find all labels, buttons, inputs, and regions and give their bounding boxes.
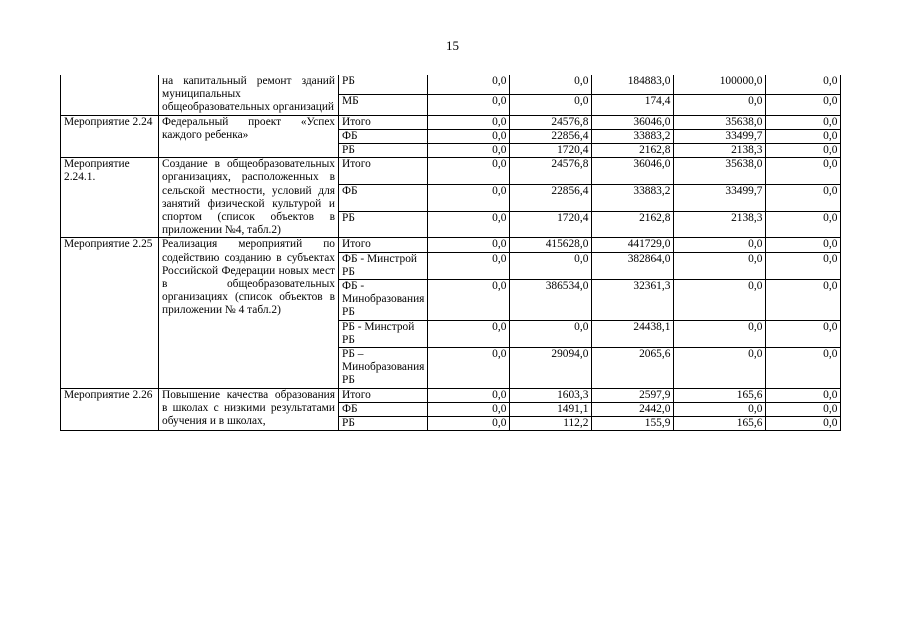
value-cell: 0,0: [510, 320, 592, 347]
value-cell: 0,0: [674, 280, 766, 321]
funding-source-cell: ФБ: [339, 129, 428, 143]
value-cell: 0,0: [428, 115, 510, 129]
value-cell: 2065,6: [592, 348, 674, 389]
value-cell: 0,0: [510, 95, 592, 115]
value-cell: 184883,0: [592, 75, 674, 95]
value-cell: 33499,7: [674, 129, 766, 143]
value-cell: 1491,1: [510, 402, 592, 416]
value-cell: 0,0: [428, 280, 510, 321]
value-cell: 0,0: [766, 115, 841, 129]
value-cell: 0,0: [766, 238, 841, 252]
value-cell: 33883,2: [592, 129, 674, 143]
funding-source-cell: Итого: [339, 388, 428, 402]
funding-source-cell: Итого: [339, 115, 428, 129]
value-cell: 1720,4: [510, 211, 592, 238]
value-cell: 0,0: [674, 252, 766, 279]
value-cell: 29094,0: [510, 348, 592, 389]
value-cell: 0,0: [428, 129, 510, 143]
measure-name-cell: Мероприятие 2.24: [61, 115, 159, 158]
funding-source-cell: ФБ - Минстрой РБ: [339, 252, 428, 279]
value-cell: 2442,0: [592, 402, 674, 416]
value-cell: 22856,4: [510, 184, 592, 211]
value-cell: 386534,0: [510, 280, 592, 321]
table-row: [61, 158, 841, 185]
value-cell: 2138,3: [674, 144, 766, 158]
funding-source-cell: ФБ: [339, 402, 428, 416]
value-cell: 0,0: [510, 75, 592, 95]
value-cell: 35638,0: [674, 158, 766, 185]
value-cell: 0,0: [766, 129, 841, 143]
value-cell: 0,0: [510, 252, 592, 279]
value-cell: 0,0: [428, 388, 510, 402]
value-cell: 0,0: [766, 252, 841, 279]
value-cell: 415628,0: [510, 238, 592, 252]
value-cell: 0,0: [428, 348, 510, 389]
value-cell: 165,6: [674, 388, 766, 402]
table-row: [61, 238, 841, 252]
value-cell: 0,0: [766, 158, 841, 185]
measure-name-cell: Мероприятие 2.26: [61, 388, 159, 431]
value-cell: 112,2: [510, 417, 592, 431]
value-cell: 165,6: [674, 417, 766, 431]
value-cell: 155,9: [592, 417, 674, 431]
funding-source-cell: РБ – Минобразования РБ: [339, 348, 428, 389]
value-cell: 382864,0: [592, 252, 674, 279]
value-cell: 1603,3: [510, 388, 592, 402]
value-cell: 0,0: [674, 402, 766, 416]
value-cell: 0,0: [766, 417, 841, 431]
value-cell: 1720,4: [510, 144, 592, 158]
value-cell: 0,0: [766, 348, 841, 389]
value-cell: 0,0: [428, 75, 510, 95]
value-cell: 0,0: [766, 144, 841, 158]
value-cell: 0,0: [766, 402, 841, 416]
funding-source-cell: РБ: [339, 417, 428, 431]
measure-name-cell: Мероприятие 2.24.1.: [61, 158, 159, 238]
table-row: [61, 115, 841, 129]
measure-description-cell: Реализация мероприятий по содействию созданию в субъектах Российской Федерации новых мест в общеобразовательных организациях (список объектов в приложении № 4 табл.2): [159, 238, 339, 388]
value-cell: 0,0: [428, 417, 510, 431]
value-cell: 100000,0: [674, 75, 766, 95]
value-cell: 0,0: [428, 211, 510, 238]
measure-description-cell: на капитальный ремонт зданий муниципальных общеобразовательных организаций: [159, 75, 339, 115]
value-cell: 0,0: [428, 252, 510, 279]
value-cell: 2162,8: [592, 211, 674, 238]
measure-description-cell: Повышение качества образования в школах с низкими результатами обучения и в школах,: [159, 388, 339, 431]
value-cell: 0,0: [766, 280, 841, 321]
funding-source-cell: Итого: [339, 158, 428, 185]
table-row: [61, 75, 841, 95]
measure-name-cell: Мероприятие 2.25: [61, 238, 159, 388]
funding-source-cell: МБ: [339, 95, 428, 115]
value-cell: 0,0: [766, 184, 841, 211]
value-cell: 22856,4: [510, 129, 592, 143]
funding-source-cell: РБ: [339, 144, 428, 158]
measure-description-cell: Федеральный проект «Успех каждого ребенка»: [159, 115, 339, 158]
value-cell: 0,0: [428, 238, 510, 252]
budget-table: [60, 75, 841, 431]
page-number: 15: [446, 38, 459, 53]
value-cell: 0,0: [428, 402, 510, 416]
value-cell: 0,0: [428, 158, 510, 185]
value-cell: 0,0: [766, 211, 841, 238]
value-cell: 0,0: [766, 75, 841, 95]
value-cell: 0,0: [674, 320, 766, 347]
value-cell: 36046,0: [592, 158, 674, 185]
funding-source-cell: РБ - Минстрой РБ: [339, 320, 428, 347]
value-cell: 0,0: [766, 95, 841, 115]
value-cell: 24438,1: [592, 320, 674, 347]
value-cell: 35638,0: [674, 115, 766, 129]
value-cell: 0,0: [674, 238, 766, 252]
measure-description-cell: Создание в общеобразовательных организациях, расположенных в сельской местности, условий для занятий физической культурой и спортом (список объектов в приложении №4, табл.2): [159, 158, 339, 238]
measure-name-cell: [61, 75, 159, 115]
value-cell: 0,0: [674, 348, 766, 389]
value-cell: 0,0: [766, 320, 841, 347]
value-cell: 2597,9: [592, 388, 674, 402]
value-cell: 2138,3: [674, 211, 766, 238]
value-cell: 33883,2: [592, 184, 674, 211]
funding-source-cell: РБ: [339, 75, 428, 95]
value-cell: 33499,7: [674, 184, 766, 211]
value-cell: 0,0: [766, 388, 841, 402]
value-cell: 0,0: [674, 95, 766, 115]
funding-source-cell: ФБ - Минобразования РБ: [339, 280, 428, 321]
value-cell: 0,0: [428, 95, 510, 115]
value-cell: 441729,0: [592, 238, 674, 252]
value-cell: 0,0: [428, 184, 510, 211]
value-cell: 0,0: [428, 320, 510, 347]
value-cell: 36046,0: [592, 115, 674, 129]
funding-source-cell: ФБ: [339, 184, 428, 211]
value-cell: 2162,8: [592, 144, 674, 158]
funding-source-cell: РБ: [339, 211, 428, 238]
funding-source-cell: Итого: [339, 238, 428, 252]
value-cell: 24576,8: [510, 158, 592, 185]
value-cell: 0,0: [428, 144, 510, 158]
table-row: [61, 388, 841, 402]
value-cell: 24576,8: [510, 115, 592, 129]
value-cell: 174,4: [592, 95, 674, 115]
value-cell: 32361,3: [592, 280, 674, 321]
